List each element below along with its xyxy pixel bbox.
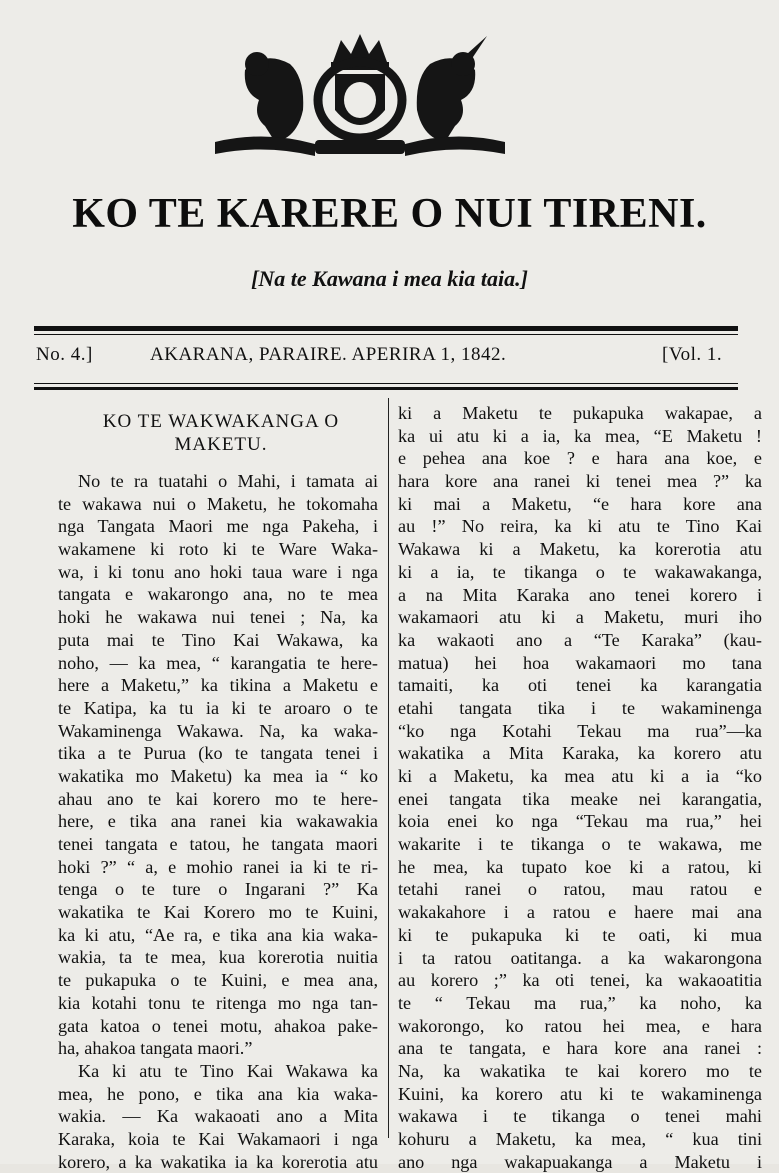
header-rule-thick: [34, 326, 738, 331]
issue-number: No. 4.]: [36, 344, 93, 365]
text-line: ki mai a Maketu, “e hara kore ana: [398, 493, 762, 514]
text-line: enei tangata tika meake nei karangatia,: [398, 788, 762, 809]
text-line: Wakaminenga Wakawa. Na, ka waka-: [58, 720, 378, 741]
text-line: Wakawa ki a Maketu, ka korerotia atu: [398, 539, 762, 560]
text-line: wakia, ta te mea, kua korerotia nuitia: [58, 947, 378, 968]
text-line: tenga o te ture o Ingarani ?” Ka: [58, 879, 378, 900]
text-line: tika a te Purua (ko te tangata tenei i: [58, 743, 378, 764]
article-column-left: [58, 400, 378, 1173]
text-line: koia enei ko nga “Tekau ma rua,” hei: [398, 811, 762, 832]
text-line: ano nga wakapuakanga a Maketu i: [398, 1151, 762, 1172]
text-line: tangata e wakarongo ana, no te mea: [58, 584, 378, 605]
text-line: gata katoa o tenei motu, ahakoa pake-: [58, 1015, 378, 1036]
text-line: wakatika te Kai Korero mo te Kuini,: [58, 902, 378, 923]
text-line: ki a Maketu, ka mea atu ki a ia “ko: [398, 766, 762, 786]
text-line: wakatika mo Maketu) ka mea ia “ ko: [58, 765, 378, 786]
text-line: wa, i ki tonu ano hoki taua ware i nga: [58, 561, 378, 582]
text-line: e pehea ana koe ? e hara ana koe, e: [398, 448, 762, 469]
text-line: wakakahore i a ratou e haere mai ana: [398, 902, 762, 923]
text-line: Ka ki atu te Tino Kai Wakawa ka: [78, 1060, 378, 1081]
text-line: a na Mita Karaka ano tenei korero i: [398, 584, 762, 605]
text-line: wakatika a Mita Karaka, ka korero atu: [398, 743, 762, 764]
text-line: kohuru a Maketu, ka mea, “ kua tini: [398, 1129, 762, 1149]
royal-coat-of-arms-icon: [205, 30, 515, 160]
text-line: here a Maketu,” ka tikina a Maketu e: [58, 675, 378, 696]
text-line: mea, he pono, e tika ana kia waka-: [58, 1083, 378, 1104]
text-line: wakawa i te tikanga o tenei mahi: [398, 1106, 762, 1127]
text-line: ahau ano te kai korero mo te here-: [58, 788, 378, 809]
text-line: etahi tangata tika i te wakaminenga: [398, 697, 762, 718]
text-line: wakamene ki roto ki te Ware Waka-: [58, 539, 378, 560]
text-line: ka ui atu ki a ia, ka mea, “E Maketu !: [398, 425, 762, 446]
volume-number: [Vol. 1.: [662, 344, 723, 365]
text-line: ki te pukapuka ki te oati, ki mua: [398, 924, 762, 945]
text-line: “ko nga Kotahi Tekau ma rua”—ka: [398, 720, 762, 741]
text-line: wakia. — Ka wakaoati ano a Mita: [58, 1106, 378, 1127]
newspaper-title: KO TE KARERE O NUI TIRENI.: [72, 191, 707, 237]
text-line: tamaiti, ka oti tenei ka karangatia: [398, 675, 762, 696]
text-line: tetahi ranei o ratou, mau ratou e: [398, 879, 762, 900]
article-heading-line-2: MAKETU.: [174, 434, 268, 455]
article-body-right: [398, 402, 762, 1173]
text-line: wakamaori atu ki a Maketu, muri iho: [398, 607, 762, 628]
text-line: he mea, ka tupato koe ki a ratou, ki: [398, 856, 762, 877]
text-line: te “ Tekau ma rua,” ka noho, ka: [398, 992, 762, 1013]
text-line: tenei tangata e tatou, he tangata maori: [58, 834, 378, 854]
article-heading: [58, 410, 378, 456]
text-line: ka wakaoti ano a “Te Karaka” (kau-: [398, 629, 762, 650]
text-line: hoki ?” “ a, e mohio ranei ia ki te ri-: [58, 856, 378, 877]
newspaper-subtitle: [Na te Kawana i mea kia taia.]: [251, 266, 528, 291]
text-line: au !” No reira, ka ki atu te Tino Kai: [398, 516, 762, 537]
text-line: ki a Maketu te pukapuka wakapae, a: [398, 403, 762, 423]
article-column-right: [398, 402, 762, 1173]
text-line: Na, ka wakatika te kai korero mo te: [398, 1060, 762, 1081]
text-line: Karaka, koia te Kai Wakamaori i nga: [58, 1128, 378, 1149]
text-line: hoki he wakawa nui tenei ; Na, ka: [58, 607, 378, 628]
dateline-rule-thin: [34, 383, 738, 384]
issue-place-date: AKARANA, PARAIRE. APERIRA 1, 1842.: [150, 344, 507, 365]
article-heading-line-1: KO TE WAKWAKANGA O: [102, 411, 340, 432]
dateline-rule-thick: [34, 387, 738, 390]
text-line: korero, a ka wakatika ia ka korerotia atu: [58, 1151, 378, 1172]
text-line: te wakawa nui o Maketu, he tokomaha: [58, 493, 378, 514]
text-line: ka ki atu, “Ae ra, e tika ana kia waka-: [58, 924, 378, 945]
text-line: Kuini, ka korero atu ki te wakaminenga: [398, 1083, 762, 1104]
text-line: nga Tangata Maori me nga Pakeha, i: [58, 516, 378, 537]
text-line: au korero ;” ka oti tenei, ka wakaoatitia: [398, 970, 762, 991]
text-line: noho, — ka mea, “ karangatia te here-: [58, 652, 378, 673]
text-line: te pukapuka o te Kuini, e mea ana,: [58, 970, 378, 991]
article-body-left: [58, 470, 378, 1173]
text-line: ana te tangata, e hara kore ana ranei :: [398, 1038, 762, 1059]
text-line: here, e tika ana ranei kia wakawakia: [58, 811, 378, 832]
text-line: i ta ratou oatitanga. a ka wakarongona: [398, 947, 762, 968]
text-line: hara kore ana ranei ki tenei mea ?” ka: [398, 471, 762, 492]
text-line: No te ra tuatahi o Mahi, i tamata ai: [78, 471, 378, 491]
text-line: kia kotahi tonu te ritenga mo nga tan-: [58, 992, 378, 1013]
text-line: te Katipa, ka tu ia ki te aroaro o te: [58, 697, 378, 718]
text-line: wakarite i te tikanga o te wakawa, me: [398, 834, 762, 855]
column-divider: [388, 398, 389, 1138]
text-line: puta mai te Tino Kai Wakawa, ka: [58, 629, 378, 650]
text-line: wakorongo, ko ratou hei mea, e hara: [398, 1015, 762, 1036]
header-rule-thin: [34, 334, 738, 335]
text-line: ki a ia, te tikanga o te wakawakanga,: [398, 561, 762, 582]
text-line: ha, ahakoa tangata maori.”: [58, 1038, 253, 1059]
text-line: matua) hei hoa wakamaori mo tana: [398, 652, 762, 673]
